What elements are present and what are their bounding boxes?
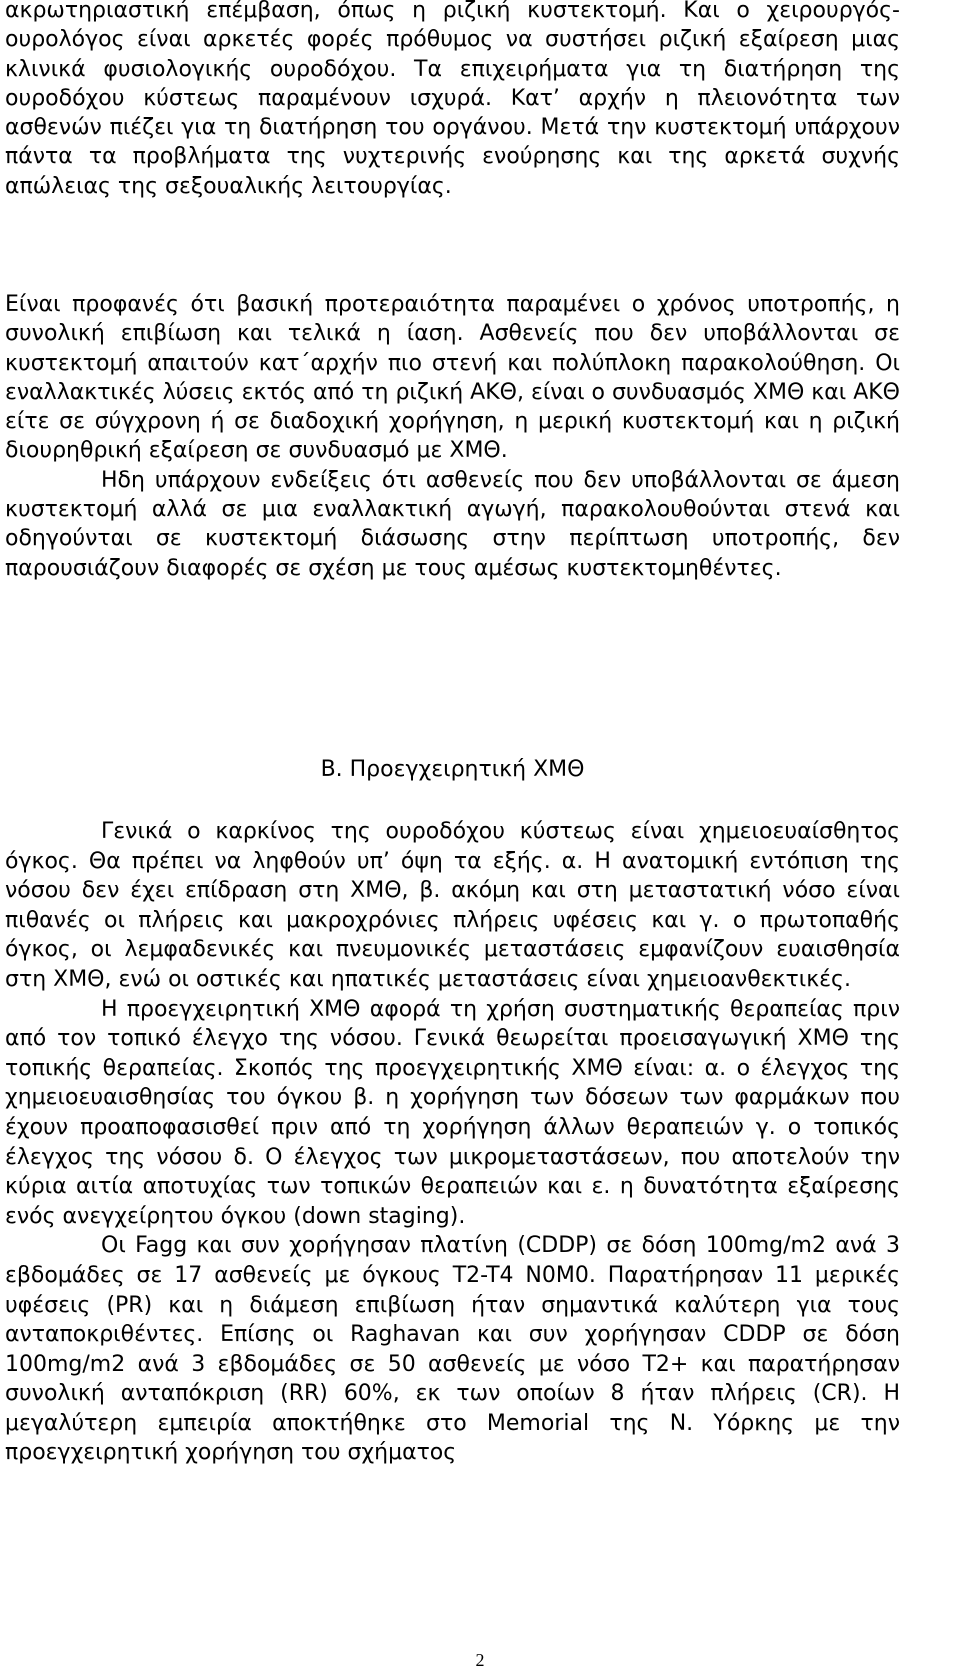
section-heading: Β. Προεγχειρητική ΧΜΘ [320,757,585,782]
paragraph-chemosensitivity: Γενικά ο καρκίνος της ουροδόχου κύστεως είναι χημειοευαίσθητος όγκος. Θα πρέπει να ληφθούν υπ’ όψη τα εξής. α. Η ανατομική εντόπιση της νόσου δεν έχει επίδραση στη ΧΜΘ, β. ακόμη και στη μεταστατική νόσο είναι πιθανές οι πλήρεις και μακροχρόνιες πλήρεις υφέσεις και γ. ο πρωτοπαθής όγκος, οι λεμφαδενικές και πνευμονικές μεταστάσεις εμφανίζουν ευαισθησία στη ΧΜΘ, ενώ οι οστικές και ηπατικές μεταστάσεις είναι χημειοανθεκτικές. [5,819,900,992]
text-block-top [5,0,900,201]
paragraph-clinical-studies: Οι Fagg και συν χορήγησαν πλατίνη (CDDP) σε δόση 100mg/m2 ανά 3 εβδομάδες σε 17 ασθενείς με όγκους T2-T4 N0M0. Παρατήρησαν 11 μερικές υφέσεις (PR) και η διάμεση επιβίωση ήταν σημαντικά καλύτερη για τους ανταποκριθέντες. Επίσης οι Raghavan και συν χορήγησαν CDDP σε δόση 100mg/m2 ανά 3 εβδομάδες σε 50 ασθενείς με νόσο T2+ και παρατήρησαν συνολική ανταπόκριση (RR) 60%, εκ των οποίων 8 ήταν πλήρεις (CR). Η μεγαλύτερη εμπειρία αποκτήθηκε στο Memorial της Ν. Υόρκης με την προεγχειρητική χορήγηση του σχήματος [5,1233,900,1466]
text-block-middle [5,290,900,583]
paragraph-priorities: Είναι προφανές ότι βασική προτεραιότητα παραμένει ο χρόνος υποτροπής, η συνολική επιβίωση και τελικά η ίαση. Ασθενείς που δεν υποβάλλονται σε κυστεκτομή απαιτούν κατ΄αρχήν πιο στενή και πολύπλοκη παρακολούθηση. Οι εναλλακτικές λύσεις εκτός από τη ριζική ΑΚΘ, είναι ο συνδυασμός ΧΜΘ και ΑΚΘ είτε σε σύγχρονη ή σε διαδοχική χορήγηση, η μερική κυστεκτομή και η ριζική διουρηθρική εξαίρεση σε συνδυασμό με ΧΜΘ. [5,292,900,464]
text-block-bottom [5,817,900,1468]
paragraph-evidence: Ηδη υπάρχουν ενδείξεις ότι ασθενείς που δεν υποβάλλονται σε άμεση κυστεκτομή αλλά σε μια εναλλακτική αγωγή, παρακολουθούνται στενά και οδηγούνται σε κυστεκτομή διάσωσης στην περίπτωση υποτροπής, δεν παρουσιάζουν διαφορές σε σχέση με τους αμέσως κυστεκτομηθέντες. [5,467,900,581]
paragraph-neoadjuvant-definition: Η προεγχειρητική ΧΜΘ αφορά τη χρήση συστηματικής θεραπείας πριν από τον τοπικό έλεγχο της νόσου. Γενικά θεωρείται προεισαγωγική ΧΜΘ της τοπικής θεραπείας. Σκοπός της προεγχειρητικής ΧΜΘ είναι: α. ο έλεγχος της χημειοευαισθησίας του όγκου β. η χορήγηση των δόσεων των φαρμάκων που έχουν προαποφασισθεί πριν από τη χορήγηση άλλων θεραπειών γ. ο τοπικός έλεγχος της νόσου δ. Ο έλεγχος των μικρομεταστάσεων, που αποτελούν την κύρια αιτία αποτυχίας των τοπικών θεραπειών και ε. η δυνατότητα εξαίρεσης ενός ανεγχείρητου όγκου (down staging). [5,996,900,1229]
page-number: 2 [475,1650,485,1670]
paragraph-cystectomy-context: ακρωτηριαστική επέμβαση, όπως η ριζική κυστεκτομή. Και ο χειρουργός-ουρολόγος είναι αρκετές φορές πρόθυμος να συστήσει ριζική εξαίρεση μιας κλινικά φυσιολογικής ουροδόχου. Τα επιχειρήματα για τη διατήρηση της ουροδόχου κύστεως παραμένουν ισχυρά. Κατ’ αρχήν η πλειονότητα των ασθενών πιέζει για τη διατήρηση του οργάνου. Μετά την κυστεκτομή υπάρχουν πάντα τα προβλήματα της νυχτερινής ενούρησης και της αρκετά συχνής απώλειας της σεξουαλικής λειτουργίας. [5,0,900,199]
